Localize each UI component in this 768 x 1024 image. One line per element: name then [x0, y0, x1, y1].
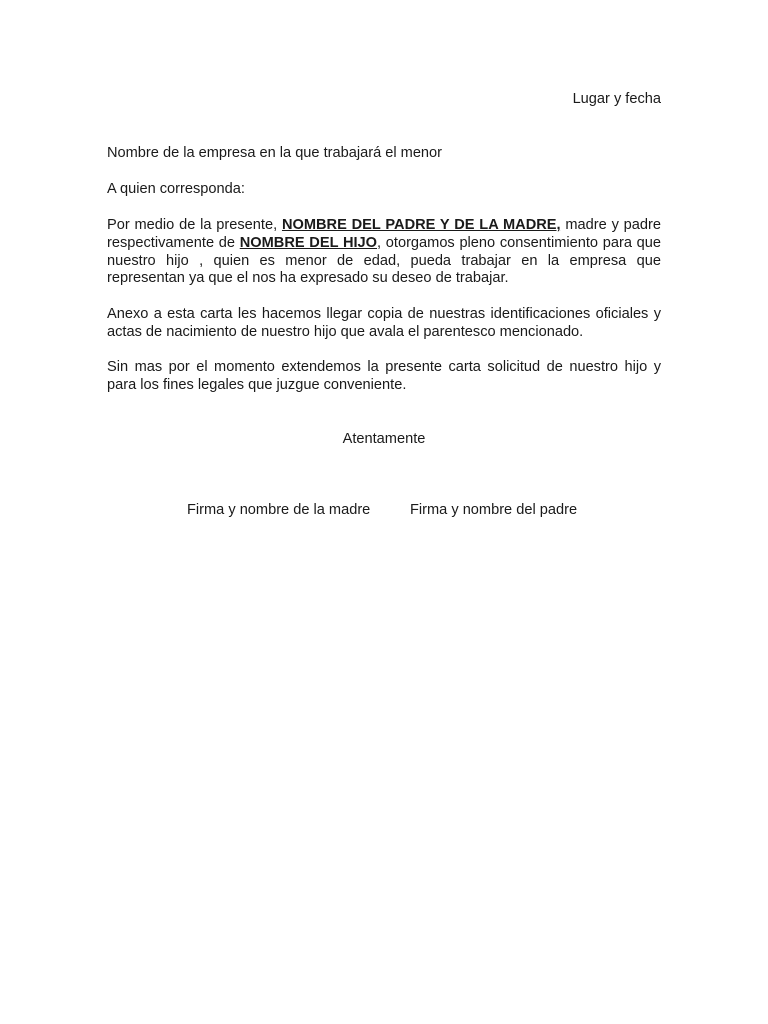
consent-text-intro: Por medio de la presente, [107, 217, 282, 233]
child-name-placeholder: NOMBRE DEL HIJO [239, 234, 378, 251]
company-name-line: Nombre de la empresa en la que trabajará el menor [107, 145, 443, 161]
mother-signature-label: Firma y nombre de la madre [187, 502, 371, 518]
closing-salutation: Atentamente [342, 431, 426, 447]
place-and-date: Lugar y fecha [572, 91, 661, 107]
closing-paragraph: Sin mas por el momento extendemos la presente carta solicitud de nuestro hijo y para los fines legales que juzgue conveniente. [107, 359, 661, 393]
parents-name-placeholder: NOMBRE DEL PADRE Y DE LA MADRE, [281, 217, 561, 233]
father-signature-label: Firma y nombre del padre [410, 502, 578, 518]
consent-text-end: , otorgamos pleno consentimiento para que nuestro hijo , quien es menor de edad, pueda trabajar en la empresa que representan ya que el nos ha expresado su deseo de trabajar. [107, 234, 661, 287]
salutation: A quien corresponda: [107, 181, 245, 197]
consent-paragraph [107, 217, 661, 288]
consent-text-middle: madre y padre respectivamente de [107, 217, 661, 251]
attachments-paragraph: Anexo a esta carta les hacemos llegar copia de nuestras identificaciones oficiales y actas de nacimiento de nuestro hijo que avala el parentesco mencionado. [107, 306, 661, 340]
